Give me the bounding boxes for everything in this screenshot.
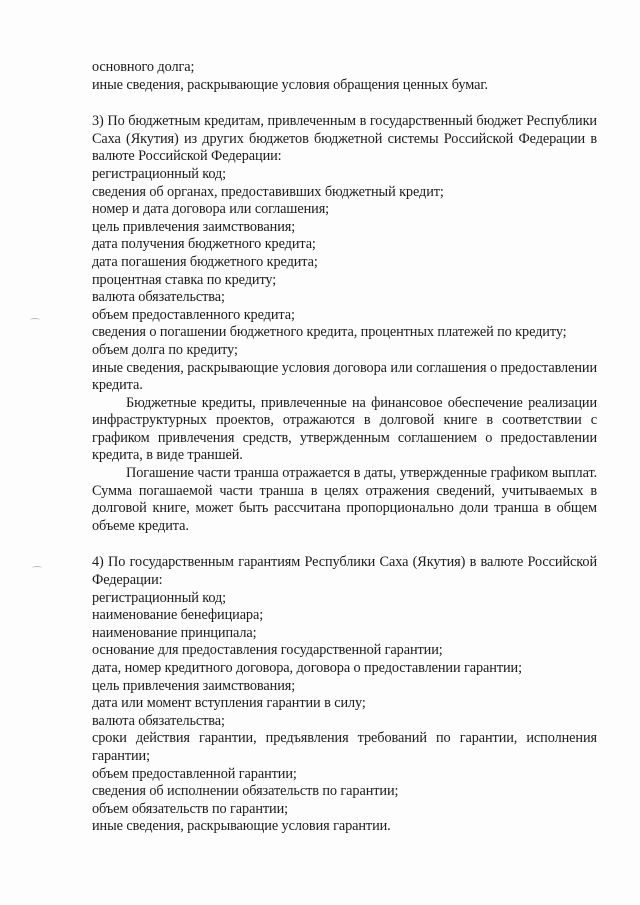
list-item: наименование бенефициара; bbox=[92, 607, 264, 624]
list-item: объем предоставленного кредита; bbox=[92, 306, 295, 323]
list-item: сведения о погашении бюджетного кредита, процентных платежей по кредиту; bbox=[92, 324, 567, 341]
list-item: цель привлечения заимствования; bbox=[92, 218, 296, 235]
list-item: дата или момент вступления гарантии в силу; bbox=[92, 695, 366, 712]
scan-margin-mark bbox=[32, 566, 42, 570]
paragraph-tranches: Бюджетные кредиты, привлеченные на финансовое обеспечение реализации инфраструктурных проектов, отражаются в долговой книге в соответствии с графиком привлечения средств, утвержденным соглашением о предоставлении кредита, в виде траншей. bbox=[92, 394, 597, 464]
section-3-heading: 3) По бюджетным кредитам, привлеченным в государственный бюджет Республики Саха (Якутия) из других бюджетов бюджетной системы Российской Федерации в валюте Российской Федерации: bbox=[92, 113, 597, 165]
list-item: сведения об исполнении обязательств по гарантии; bbox=[92, 783, 399, 800]
list-item: иные сведения, раскрывающие условия гарантии. bbox=[92, 818, 391, 835]
list-item: сроки действия гарантии, предъявления требований по гарантии, исполнения гарантии; bbox=[92, 730, 597, 764]
list-item: объем долга по кредиту; bbox=[92, 341, 238, 358]
list-item: дата получения бюджетного кредита; bbox=[92, 236, 316, 253]
list-item: иные сведения, раскрывающие условия договора или соглашения о предоставлении кредита. bbox=[92, 359, 597, 394]
list-item: дата погашения бюджетного кредита; bbox=[92, 253, 318, 270]
scan-margin-mark bbox=[30, 318, 40, 322]
list-item: наименование принципала; bbox=[92, 624, 257, 641]
list-item: основного долга; bbox=[92, 59, 195, 75]
list-item: объем предоставленной гарантии; bbox=[92, 765, 297, 782]
paragraph-repayment: Погашение части транша отражается в даты, утвержденные графиком выплат. Сумма погашаемой части транша в целях отражения сведений, учитываемых в долговой книге, может быть рассчитана пропорционально доли транша в общем объеме кредита. bbox=[92, 465, 597, 534]
list-item: объем обязательств по гарантии; bbox=[92, 800, 289, 817]
spacer bbox=[92, 535, 597, 554]
list-item: сведения об органах, предоставивших бюджетный кредит; bbox=[92, 183, 444, 200]
document-body bbox=[92, 59, 597, 836]
list-item: основание для предоставления государственной гарантии; bbox=[92, 642, 443, 659]
list-item: регистрационный код; bbox=[92, 165, 227, 182]
list-item: иные сведения, раскрывающие условия обращения ценных бумаг. bbox=[92, 76, 488, 93]
list-item: процентная ставка по кредиту; bbox=[92, 271, 277, 288]
spacer bbox=[92, 94, 597, 113]
list-item: номер и дата договора или соглашения; bbox=[92, 201, 330, 218]
list-item: валюта обязательства; bbox=[92, 712, 225, 729]
list-item: регистрационный код; bbox=[92, 589, 227, 606]
list-item: цель привлечения заимствования; bbox=[92, 677, 296, 694]
section-4-heading: 4) По государственным гарантиям Республики Саха (Якутия) в валюте Российской Федерации: bbox=[92, 554, 597, 589]
list-item: валюта обязательства; bbox=[92, 289, 225, 306]
list-item: дата, номер кредитного договора, договора о предоставлении гарантии; bbox=[92, 660, 522, 676]
